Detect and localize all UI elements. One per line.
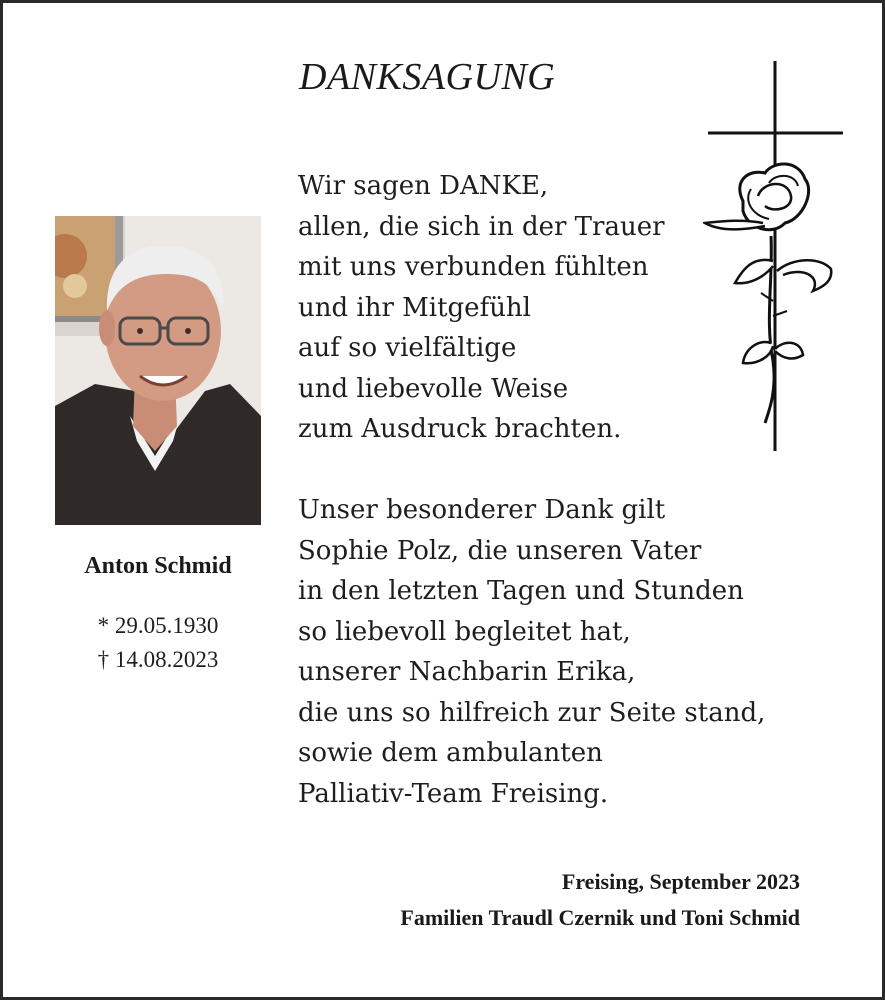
- notice-title: DANKSAGUNG: [299, 56, 556, 98]
- text-line: und liebevolle Weise: [298, 373, 569, 404]
- text-line: zum Ausdruck brachten.: [298, 414, 622, 444]
- text-line: Wir sagen DANKE,: [298, 171, 549, 201]
- life-dates: [55, 609, 261, 677]
- text-line: und ihr Mitgefühl: [298, 292, 531, 323]
- cross-with-rose-icon: [703, 61, 843, 456]
- text-line: Palliativ-Team Freising.: [298, 778, 609, 809]
- text-line: in den letzten Tagen und Stunden: [298, 576, 744, 606]
- text-line: Sophie Polz, die unseren Vater: [298, 535, 702, 566]
- text-line: mit uns verbunden fühlten: [298, 252, 649, 282]
- special-thanks-paragraph: [298, 490, 765, 814]
- text-line: Unser besonderer Dank gilt: [298, 495, 666, 525]
- text-line: die uns so hilfreich zur Seite stand,: [298, 697, 766, 728]
- deceased-name: Anton Schmid: [84, 553, 232, 579]
- signature: Familien Traudl Czernik und Toni Schmid: [400, 905, 800, 930]
- text-line: so liebevoll begleitet hat,: [298, 616, 631, 647]
- thanks-paragraph: [298, 166, 665, 450]
- portrait-illustration: [55, 216, 261, 525]
- death-date: † 14.08.2023: [97, 647, 219, 672]
- place-date: Freising, September 2023: [561, 869, 800, 894]
- birth-date: * 29.05.1930: [97, 613, 219, 638]
- portrait-photo: [55, 216, 261, 525]
- text-line: sowie dem ambulanten: [298, 738, 603, 768]
- text-line: auf so vielfältige: [298, 333, 517, 363]
- text-line: allen, die sich in der Trauer: [298, 211, 665, 242]
- text-line: unserer Nachbarin Erika,: [298, 657, 636, 687]
